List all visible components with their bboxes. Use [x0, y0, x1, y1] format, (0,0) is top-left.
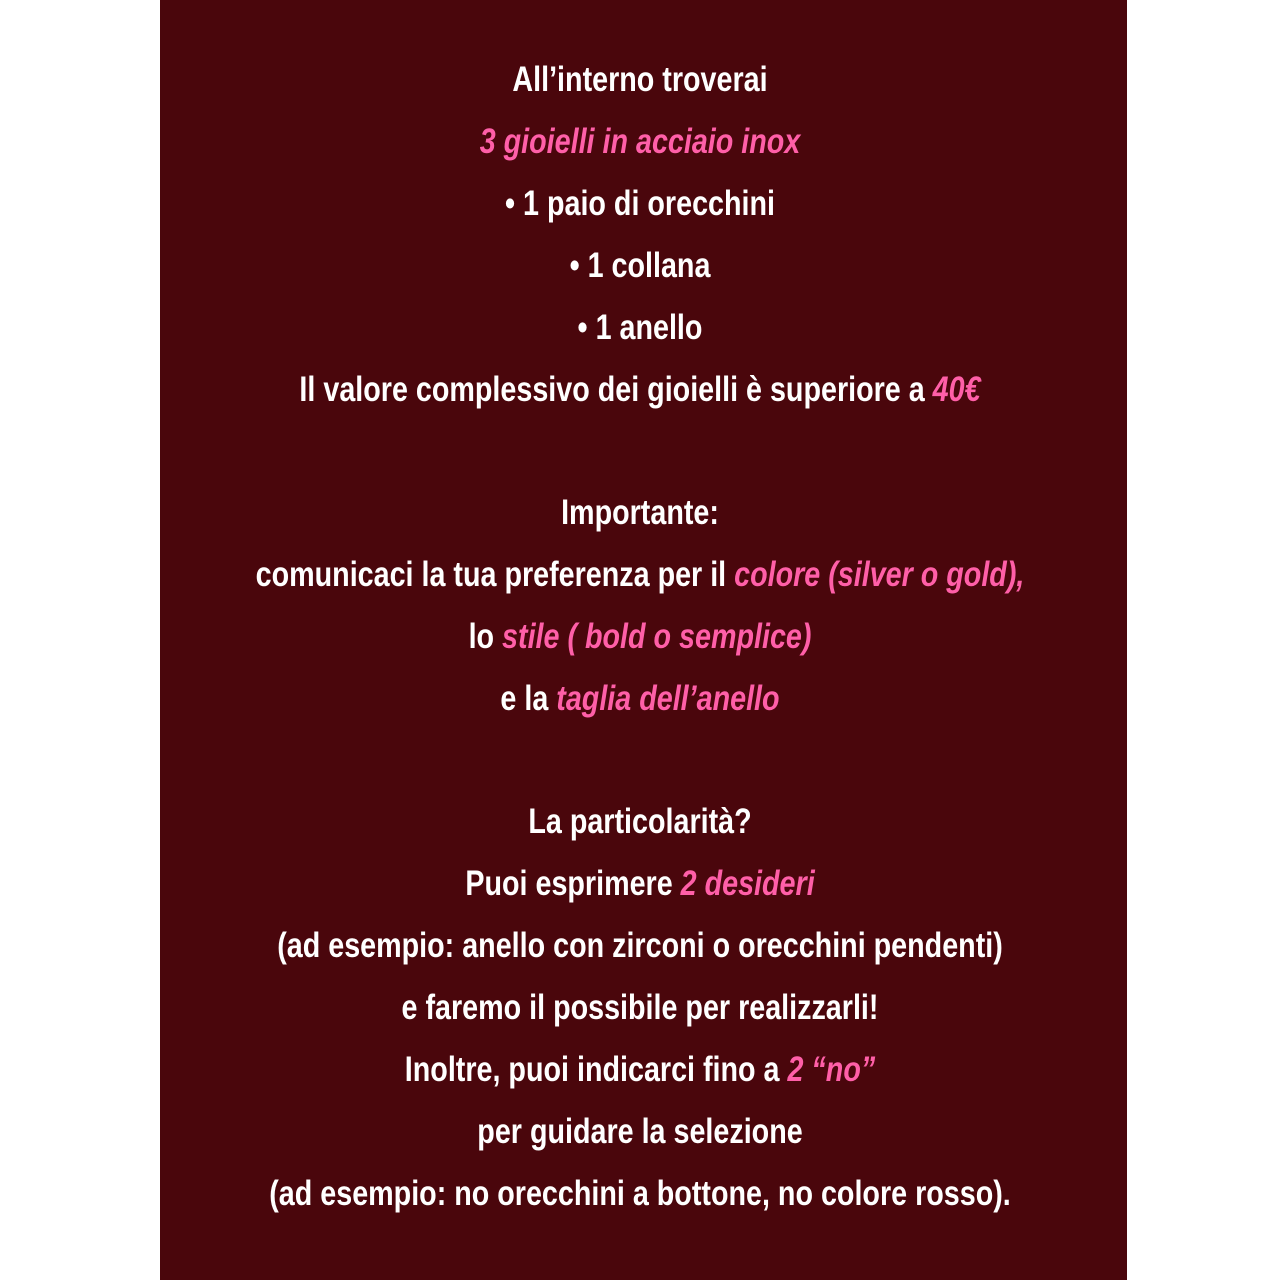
- selection-guide-line: [115, 1110, 1165, 1154]
- wishes-promise-line: [115, 986, 1165, 1030]
- value-line: [115, 368, 1165, 412]
- selection-guide-text: per guidare la selezione: [477, 1112, 803, 1151]
- wishes-highlight: 2 desideri: [680, 864, 815, 903]
- list-item-ring: [115, 306, 1165, 350]
- color-preference-text: comunicaci la tua preferenza per il: [255, 555, 735, 594]
- value-amount-highlight: 40€: [932, 370, 981, 409]
- jewelry-count-highlight: 3 gioielli in acciaio inox: [479, 122, 801, 161]
- intro-text: All’interno troverai: [512, 60, 768, 99]
- no-text: Inoltre, puoi indicarci fino a: [404, 1050, 788, 1089]
- color-preference-line: [115, 553, 1165, 597]
- list-item-necklace-text: • 1 collana: [569, 246, 711, 285]
- particularity-heading-text: La particolarità?: [528, 802, 752, 841]
- ring-size-line: [115, 677, 1165, 721]
- wishes-text: Puoi esprimere: [465, 864, 681, 903]
- wishes-line: [115, 862, 1165, 906]
- wishes-example-text: (ad esempio: anello con zirconi o orecchini pendenti): [277, 926, 1003, 965]
- particularity-heading: [115, 800, 1165, 844]
- list-item-earrings-text: • 1 paio di orecchini: [504, 184, 776, 223]
- intro-line: [115, 58, 1165, 102]
- no-example-text: (ad esempio: no orecchini a bottone, no colore rosso).: [269, 1174, 1011, 1213]
- color-preference-highlight: colore (silver o gold),: [734, 555, 1025, 594]
- no-highlight: 2 “no”: [787, 1050, 876, 1089]
- content-panel: [160, 0, 1127, 1280]
- no-line: [115, 1048, 1165, 1092]
- list-item-necklace: [115, 244, 1165, 288]
- ring-size-highlight: taglia dell’anello: [556, 679, 780, 718]
- style-preference-text: lo: [468, 617, 503, 656]
- ring-size-text: e la: [500, 679, 557, 718]
- style-preference-line: [115, 615, 1165, 659]
- wishes-example-line: [115, 924, 1165, 968]
- no-example-line: [115, 1172, 1165, 1216]
- important-heading: [115, 491, 1165, 535]
- wishes-promise-text: e faremo il possibile per realizzarli!: [401, 988, 879, 1027]
- list-item-ring-text: • 1 anello: [577, 308, 703, 347]
- style-preference-highlight: stile ( bold o semplice): [502, 617, 812, 656]
- value-text: Il valore complessivo dei gioielli è superiore a: [299, 370, 933, 409]
- jewelry-count-line: [115, 120, 1165, 164]
- list-item-earrings: [115, 182, 1165, 226]
- important-heading-text: Importante:: [561, 493, 719, 532]
